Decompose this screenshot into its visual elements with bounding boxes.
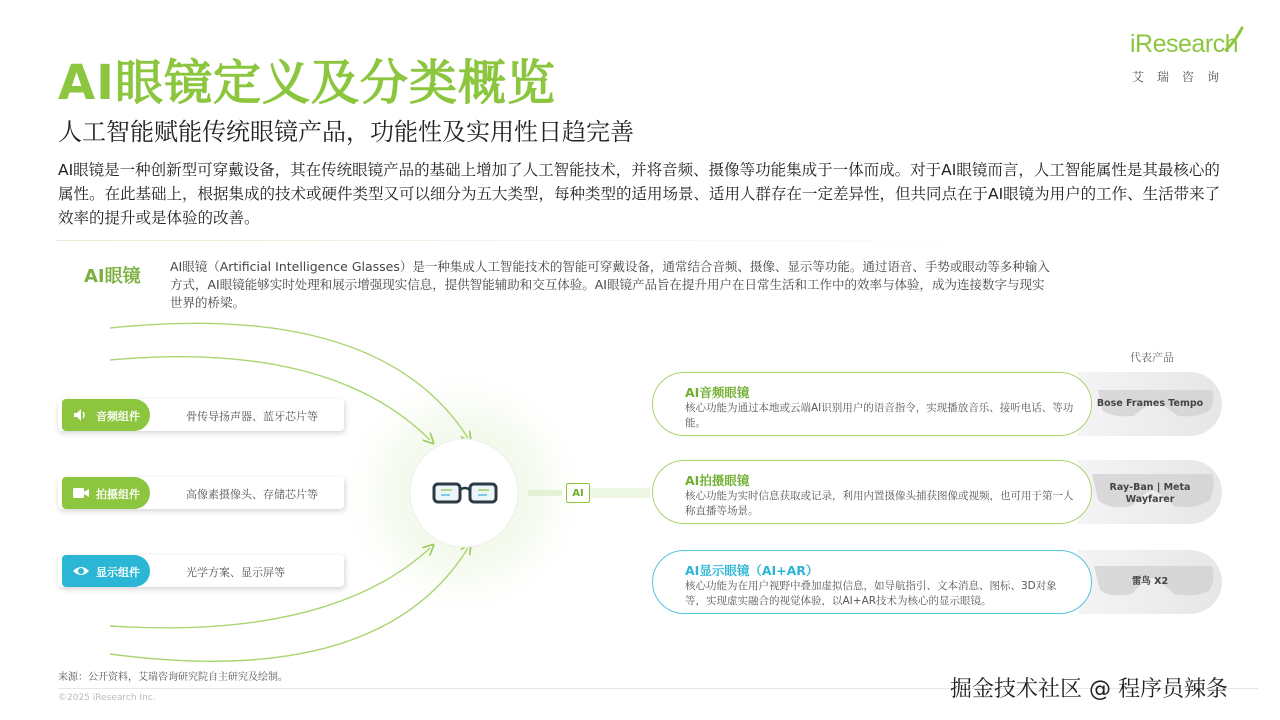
component-tag [62, 555, 150, 587]
type-desc: 核心功能为实时信息获取或记录，利用内置摄像头捕获图像或视频，也可用于第一人称直播等场景。 [685, 490, 1074, 517]
type-card-camera [652, 460, 1092, 524]
component-desc: 高像素摄像头、存储芯片等 [186, 488, 318, 501]
ai-label: AI [566, 483, 590, 503]
speaker-icon [72, 407, 88, 423]
component-desc: 光学方案、显示屏等 [186, 566, 285, 579]
copyright-text: ©2025 iResearch Inc. [58, 693, 156, 703]
component-audio [58, 399, 346, 433]
page-subtitle: 人工智能赋能传统眼镜产品，功能性及实用性日趋完善 [58, 118, 634, 146]
component-tag [62, 477, 150, 509]
camera-icon [72, 485, 90, 501]
definition-label: AI眼镜 [84, 266, 141, 287]
product-name: Ray-Ban | Meta Wayfarer [1109, 482, 1191, 505]
definition-text: AI眼镜（Artificial Intelligence Glasses）是一种集成人工智能技术的智能可穿戴设备，通常结合音频、摄像、显示等功能。通过语音、手势或眼动等多种输入方式，AI眼镜能够实时处理和展示增强现实信息，提供智能辅助和交互体验。AI眼镜产品旨在提升用户在日常生活和工作中的效率与体验，成为连接数字与现实世界的桥梁。 [170, 259, 1050, 310]
logo-subtitle: 艾瑞咨询 [1132, 70, 1233, 84]
component-desc: 骨传导扬声器、蓝牙芯片等 [186, 410, 318, 423]
eye-icon [72, 563, 90, 579]
component-tag [62, 399, 150, 431]
product-name: Bose Frames Tempo [1096, 398, 1204, 409]
component-label: 拍摄组件 [96, 488, 140, 501]
type-desc: 核心功能为通过本地或云端AI识别用户的语音指令，实现播放音乐、接听电话、等功能。 [685, 402, 1074, 429]
watermark-text: 掘金技术社区 @ 程序员辣条 [950, 677, 1228, 702]
type-card-audio [652, 372, 1092, 436]
source-note: 来源：公开资料，艾瑞咨询研究院自主研究及绘制。 [58, 672, 288, 683]
product-card-audio [1078, 372, 1222, 436]
type-desc: 核心功能为在用户视野中叠加虚拟信息，如导航指引、文本消息、图标、3D对象等，实现虚实融合的视觉体验，以AI+AR技术为核心的显示眼镜。 [685, 580, 1057, 607]
logo-brand-text: iResearch [1130, 30, 1239, 58]
component-camera [58, 477, 346, 511]
component-display [58, 555, 346, 589]
component-label: 音频组件 [96, 410, 140, 423]
representative-products-label: 代表产品 [1130, 351, 1174, 364]
intro-paragraph: AI眼镜是一种创新型可穿戴设备，其在传统眼镜产品的基础上增加了人工智能技术，并将音频、摄像等功能集成于一体而成。对于AI眼镜而言，人工智能属性是其最核心的属性。在此基础上，根据集成的技术或硬件类型又可以细分为五大类型，每种类型的适用场景、适用人群存在一定差异性，但共同点在于AI眼镜为用户的工作、生活带来了效率的提升或是体验的改善。 [58, 161, 1221, 227]
type-title: AI显示眼镜（AI+AR） [685, 563, 819, 578]
type-title: AI音频眼镜 [685, 385, 750, 400]
product-card-camera [1078, 460, 1222, 524]
type-title: AI拍摄眼镜 [685, 473, 750, 488]
product-name: 雷鸟 X2 [1131, 576, 1169, 587]
type-card-display [652, 550, 1092, 614]
page-title: AI眼镜定义及分类概览 [58, 55, 557, 111]
component-label: 显示组件 [96, 566, 140, 579]
product-card-display [1078, 550, 1222, 614]
